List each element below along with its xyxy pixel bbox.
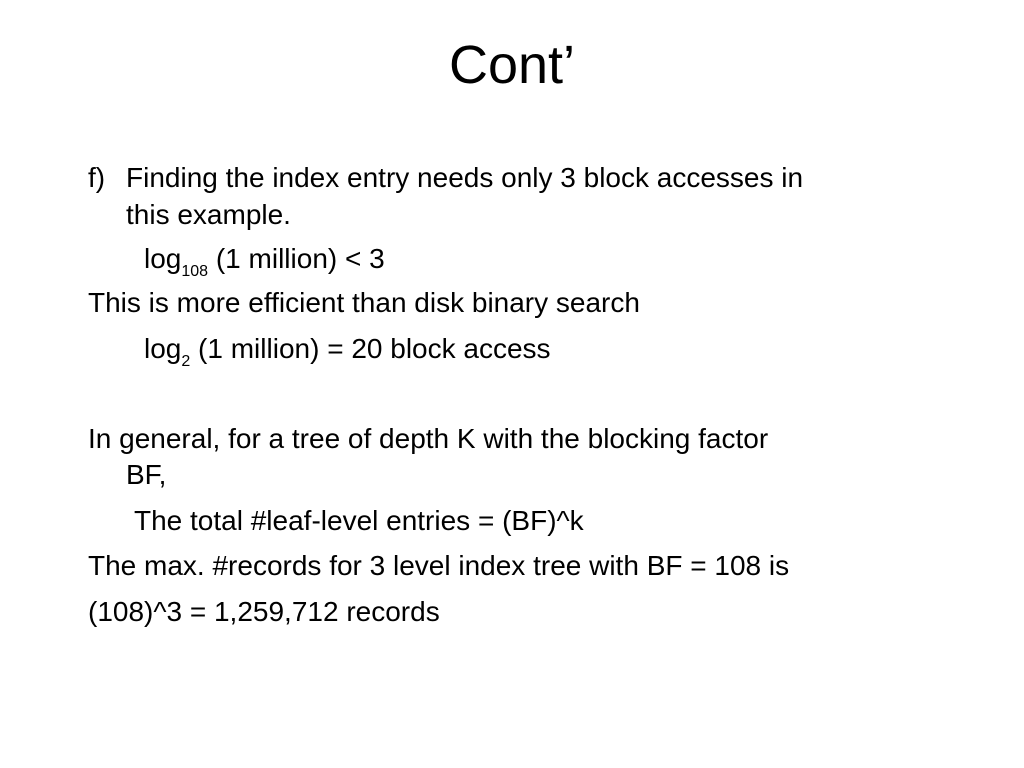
general-statement-line-1: In general, for a tree of depth K with the blocking factor bbox=[88, 423, 769, 454]
item-f-text-line-1: Finding the index entry needs only 3 block accesses in bbox=[126, 162, 804, 193]
formula-log108-base: log bbox=[144, 243, 182, 274]
max-records-statement: The max. #records for 3 level index tree with BF = 108 is bbox=[88, 550, 790, 581]
item-f-marker: f) bbox=[88, 162, 106, 193]
max-records-result: (108)^3 = 1,259,712 records bbox=[88, 596, 440, 627]
item-f-text-line-2: this example. bbox=[126, 199, 291, 230]
formula-log108-subscript: 108 bbox=[181, 263, 209, 280]
formula-log108 bbox=[144, 239, 385, 279]
formula-log108-rest: (1 million) < 3 bbox=[208, 243, 385, 274]
formula-log2-rest: (1 million) = 20 block access bbox=[190, 333, 551, 364]
formula-log2-subscript: 2 bbox=[181, 353, 191, 370]
general-statement-line-2: BF, bbox=[126, 459, 167, 490]
total-entries-formula: The total #leaf-level entries = (BF)^k bbox=[134, 505, 584, 536]
slide-title: Cont’ bbox=[448, 35, 576, 95]
formula-log2 bbox=[144, 329, 551, 369]
formula-log2-base: log bbox=[144, 333, 182, 364]
efficiency-statement: This is more efficient than disk binary search bbox=[88, 287, 640, 318]
